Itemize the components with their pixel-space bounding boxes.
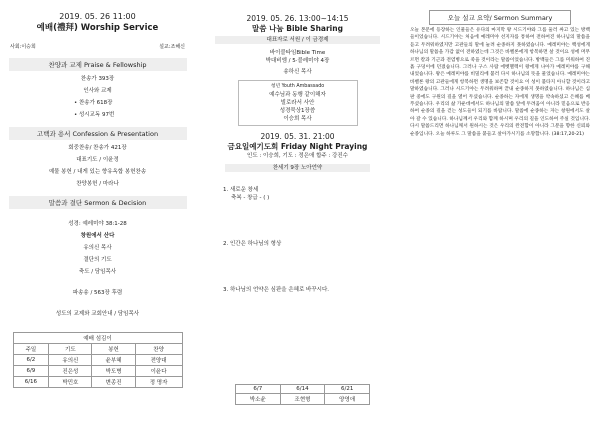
table-header: 6/14	[280, 385, 325, 394]
confession-item: 대표기도 / 이윤정	[76, 157, 119, 163]
praise-item: 찬송가 393장	[80, 76, 115, 82]
table-row	[13, 377, 182, 388]
sermon-item: 유의신 목사	[83, 245, 112, 251]
bible-range: 박대비엠 / 5·블레미야 4장	[265, 58, 330, 64]
servers-table-wrap	[13, 332, 183, 388]
table-header: 봉헌	[92, 344, 135, 355]
table-cell: 진은성	[49, 366, 92, 377]
question-3: 3. 하나님의 언약은 심판을 은혜로 바꾸시다.	[223, 287, 330, 293]
friday-header	[205, 132, 390, 152]
table-header: 찬양	[135, 344, 182, 355]
table-cell: 조현형	[280, 394, 325, 405]
sharing-leader: 송하신 목사	[283, 69, 312, 75]
table-header: 주일	[13, 344, 49, 355]
service-leader: 사회:이승희	[10, 44, 36, 50]
table-header: 6/7	[236, 385, 281, 394]
table-cell: 정 명자	[135, 377, 182, 388]
table-cell: 박소윤	[236, 394, 281, 405]
table-cell: 박민호	[49, 377, 92, 388]
table-cell: 유의신	[49, 355, 92, 366]
question-1b: 축복 - 창급 - ( )	[231, 195, 270, 201]
table-header: 6/21	[325, 385, 370, 394]
praise-item: • 성시교독 97번	[74, 112, 115, 118]
summary-body: 오늘 본문에 등장하는 인물들은 유다의 마지막 왕 시드기야와 그를 둘러 싸고 있는 방백들이었습니다. 시드기야는 처음에 예레미야 선지자를 통하여 전하여진 하나님의 말씀을 듣고 두려워하였지만 고관들의 말에 눌려 순종하지 못하였습니다. 예레미야는 백성에게 하나님의 말씀을 가감 없이 전하였는데 그것은 바벨론에게 항복하면 살 것이요 성에 머무르면 칼과 기근과 전염병으로 죽을 것이라는 말씀이었습니다. 방백들은 그를 미워하여 진흙 구덩이에 던졌습니다. 그러나 구스 사람 에벳멜렉이 왕에게 나아가 예레미야를 구해 내었습니다. 왕은 예레미야를 비밀리에 불러 다시 하나님의 뜻을 물었습니다. 예레미야는 바벨론 왕의 고관들에게 항복하면 생명을 보존할 것이요 이 성이 불타지 아니할 것이라고 말하였습니다. 그러나 시드기야는 두려워하며 끝내 순종하지 못하였습니다. 하나님은 심판 중에도 구원의 길을 열어 두셨습니다. 순종하는 자에게 생명을 약속하셨고 은혜를 베푸셨습니다. 우리의 삶 가운데에서도 하나님의 말씀 앞에 두려움이 아니라 믿음으로 반응하여 순종의 길을 걷는 성도들이 되기를 바랍니다. 말씀에 순종하는 자는 창원에서도 살아 갈 수 있습니다. 하나님께서 우리와 함께 하시며 우리의 길을 인도하여 주실 것입니다. 다시 말씀드리면 하나님께서 원하시는 것은 우리의 완전함이 아니라 그분을 향한 신뢰와 순종입니다. 오늘 하루도 그 말씀을 붙들고 살아가시기를 소망합니다. (38:17,20-21)	[410, 28, 590, 137]
section-sermon: 말씀과 결단 Sermon & Decision	[9, 196, 187, 209]
table-cell: 6/16	[13, 377, 49, 388]
table-cell: 이윤다	[135, 366, 182, 377]
sermon-item: 창원에서 산다	[80, 233, 115, 239]
sermon-extra: 성도의 교제와 교회안내 / 담임목사	[55, 311, 140, 317]
confession-item: 회중찬송/ 찬송가 421장	[68, 145, 127, 151]
table-cell: 전양대	[135, 355, 182, 366]
question-2: 2. 인간은 하나님의 형상	[223, 241, 282, 247]
sharing-sub: 대표자로 서원 / 이 금경제	[215, 36, 380, 44]
friday-section: 찬세기 9장 노아언약	[225, 164, 370, 172]
table-cell: 양영애	[325, 394, 370, 405]
confession-item: 예물 봉헌 / 내게 있는 향유옥합 봉헌찬송	[48, 169, 147, 175]
sharing-title: 말씀 나눔 Bible Sharing	[252, 24, 343, 33]
sermon-item: 축도 / 담임목사	[78, 269, 117, 275]
youth-line: 이승희 목사	[283, 116, 312, 122]
worship-order-column	[0, 0, 195, 424]
youth-line: 빌로라서 사안	[280, 100, 315, 106]
praise-item: • 찬송가 618장	[74, 100, 113, 106]
friday-date: 2019. 05. 31. 21:00	[260, 132, 335, 141]
sermon-summary-column	[400, 0, 600, 424]
table-cell: 윤부혜	[92, 355, 135, 366]
sermon-item: 결단의 기도	[83, 257, 112, 263]
section-confession: 고백과 용서 Confession & Presentation	[9, 127, 187, 140]
table-row	[13, 366, 182, 377]
table-cell: 변종진	[92, 377, 135, 388]
bible-sharing-column	[205, 0, 390, 424]
friday-title: 금요일예기도회 Friday Night Praying	[227, 142, 368, 151]
youth-line: 성경묵상1장씀	[279, 108, 316, 114]
sermon-item: 성경: 예레미야 38:1-28	[68, 221, 127, 227]
youth-line: 예수님과 동행 같이해자	[269, 92, 326, 98]
service-meta	[0, 43, 195, 50]
bible-time: 바이블타임Bible Time	[269, 50, 326, 56]
servers-table	[13, 332, 183, 388]
youth-tag: 청년 Youth Ambassado	[270, 84, 325, 89]
section-praise: 찬양과 교제 Praise & Fellowship	[9, 58, 187, 71]
table-cell: 박도병	[92, 366, 135, 377]
sharing-date: 2019. 05. 26. 13:00~14:15	[246, 14, 349, 23]
table-row	[236, 394, 370, 405]
sermon-extra: 파송송 / 563장 후렴	[72, 290, 123, 296]
table-header: 기도	[49, 344, 92, 355]
question-1: 1. 새로운 창세	[223, 187, 259, 193]
service-preacher: 설교:조해신	[159, 44, 185, 50]
summary-header: 오늘 설교 요약/ Sermon Summary	[429, 10, 571, 25]
table-cell: 6/2	[13, 355, 49, 366]
friday-table	[235, 384, 370, 405]
friday-table-wrap	[235, 384, 370, 405]
table-row	[13, 355, 182, 366]
worship-header	[0, 12, 195, 33]
praise-item: 인사와 교제	[83, 88, 112, 94]
worship-title: 예배(禮拜) Worship Service	[36, 23, 159, 33]
table-cell: 6/9	[13, 366, 49, 377]
friday-sub: 인도 : 이승희, 기도 : 정은애 합주 : 강진수	[247, 153, 348, 159]
servers-table-title: 예배 섬김이	[13, 333, 182, 344]
sharing-header	[205, 14, 390, 34]
confession-item: 찬양봉헌 / 마라나	[76, 181, 119, 187]
worship-date: 2019. 05. 26 11:00	[59, 12, 136, 21]
youth-box	[238, 80, 358, 126]
